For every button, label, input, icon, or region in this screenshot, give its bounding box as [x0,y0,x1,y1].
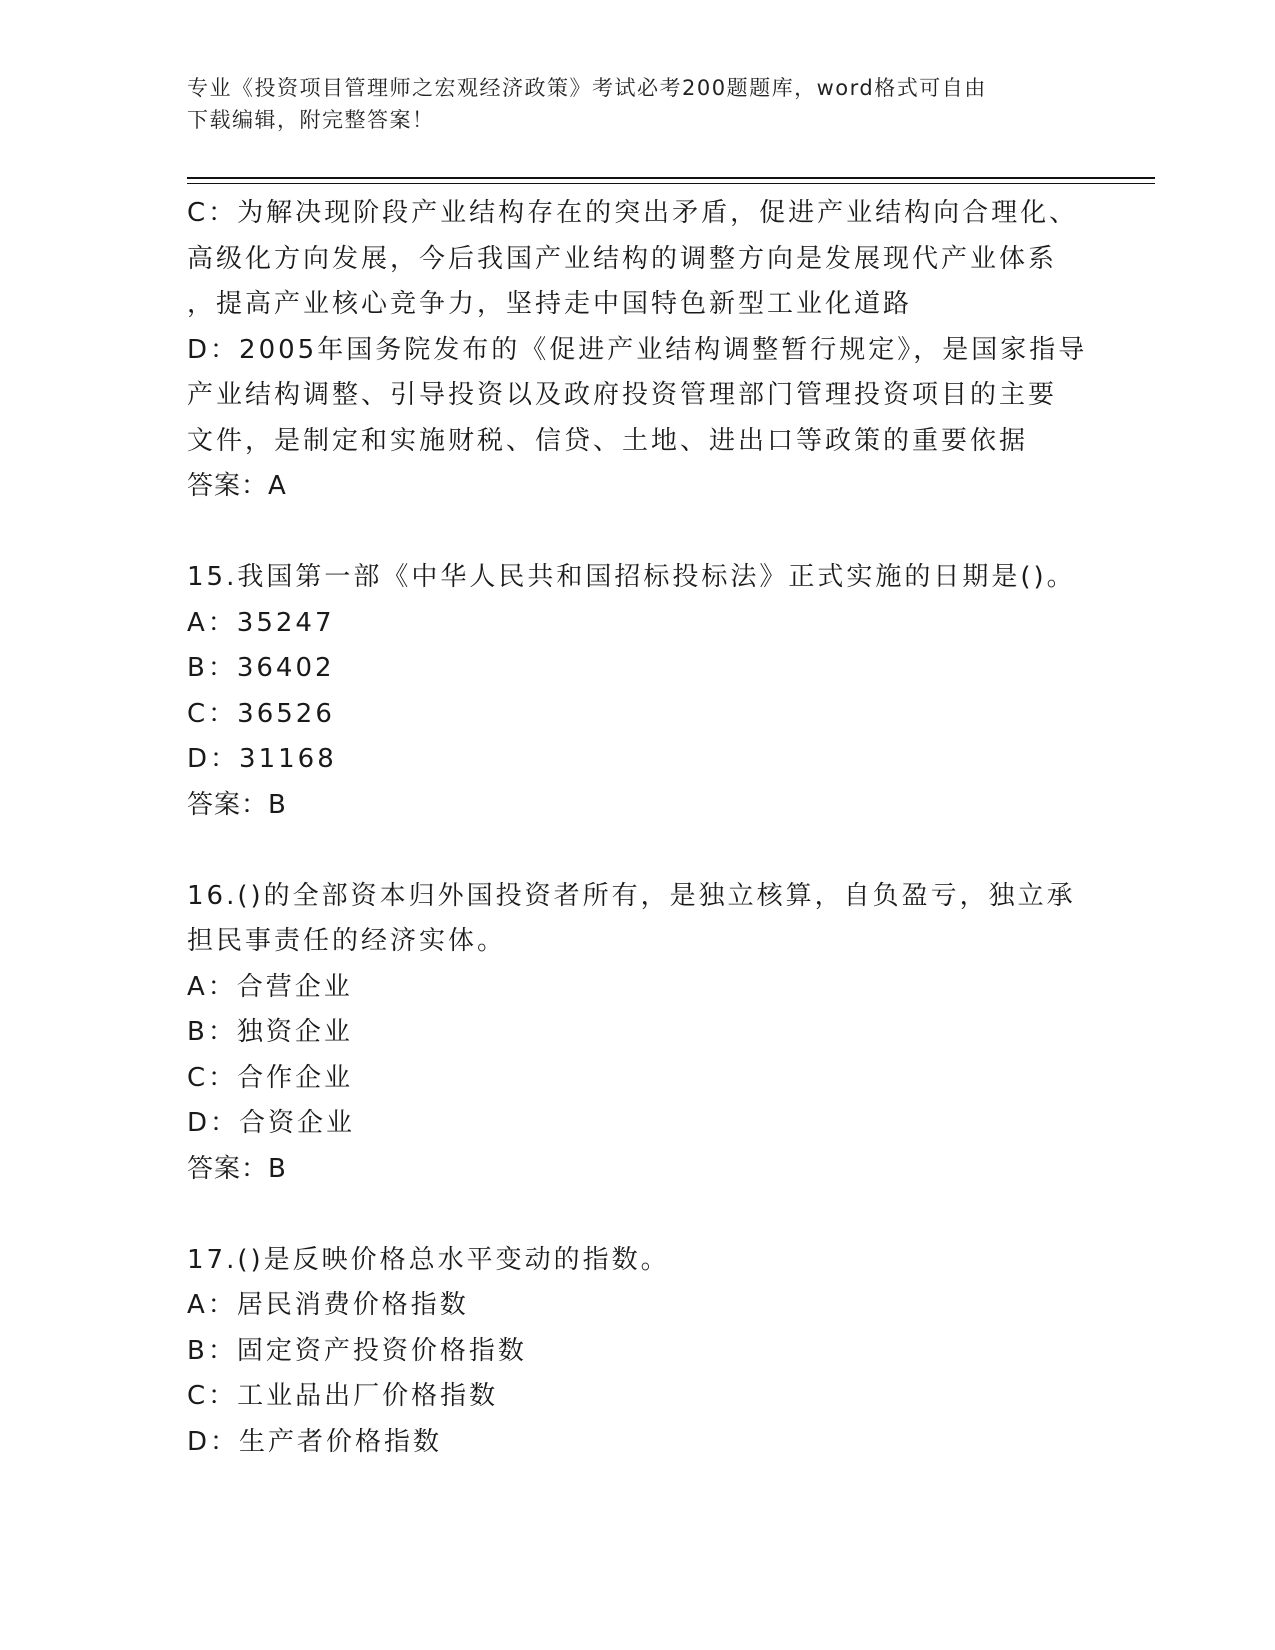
option-b: B：固定资产投资价格指数 [187,1335,527,1366]
option-b: B：36402 [187,653,335,683]
option-d-line-3: 文件，是制定和实施财税、信贷、土地、进出口等政策的重要依据 [187,425,1029,456]
question-16 [187,874,1087,1193]
spacer [187,1192,1087,1238]
header-divider-thin [187,183,1155,184]
option-d: D：生产者价格指数 [187,1426,443,1457]
option-c: C：36526 [187,698,335,729]
option-c-line-2: 高级化方向发展，今后我国产业结构的调整方向是发展现代产业体系 [187,243,1058,274]
answer-line: 答案：B [187,789,287,820]
document-body [187,191,1087,1465]
option-d-line-2: 产业结构调整、引导投资以及政府投资管理部门管理投资项目的主要 [187,380,1058,410]
option-d: D：31168 [187,744,337,774]
document-header [187,72,1067,136]
question-17 [187,1238,1087,1466]
option-c-line-1: C：为解决现阶段产业结构存在的突出矛盾，促进产业结构向合理化、 [187,198,1079,228]
previous-question-tail [187,191,1087,510]
answer-line: 答案：B [187,1153,287,1184]
header-line-2: 下载编辑，附完整答案！ [187,108,435,132]
answer-line: 答案：A [187,471,287,501]
option-c: C：合作企业 [187,1062,354,1093]
option-b: B：独资企业 [187,1017,353,1047]
option-a: A：35247 [187,607,335,638]
option-c-line-3: ，提高产业核心竞争力，坚持走中国特色新型工业化道路 [187,289,913,319]
question-15 [187,555,1087,828]
question-stem: 17.()是反映价格总水平变动的指数。 [187,1244,670,1275]
spacer [187,828,1087,874]
question-stem: 15.我国第一部《中华人民共和国招标投标法》正式实施的日期是()。 [187,562,1076,592]
option-d-line-1: D：2005年国务院发布的《促进产业结构调整暂行规定》，是国家指导 [187,334,1088,365]
option-a: A：居民消费价格指数 [187,1290,469,1320]
option-d: D：合资企业 [187,1108,356,1138]
question-stem-line-1: 16.()的全部资本归外国投资者所有，是独立核算，自负盈亏，独立承 [187,880,1076,911]
spacer [187,510,1087,556]
option-c: C：工业品出厂价格指数 [187,1381,499,1411]
option-a: A：合营企业 [187,971,353,1002]
header-line-1: 专业《投资项目管理师之宏观经济政策》考试必考200题题库，word格式可自由 [187,76,987,100]
header-divider-thick [187,177,1155,179]
question-stem-line-2: 担民事责任的经济实体。 [187,926,507,956]
